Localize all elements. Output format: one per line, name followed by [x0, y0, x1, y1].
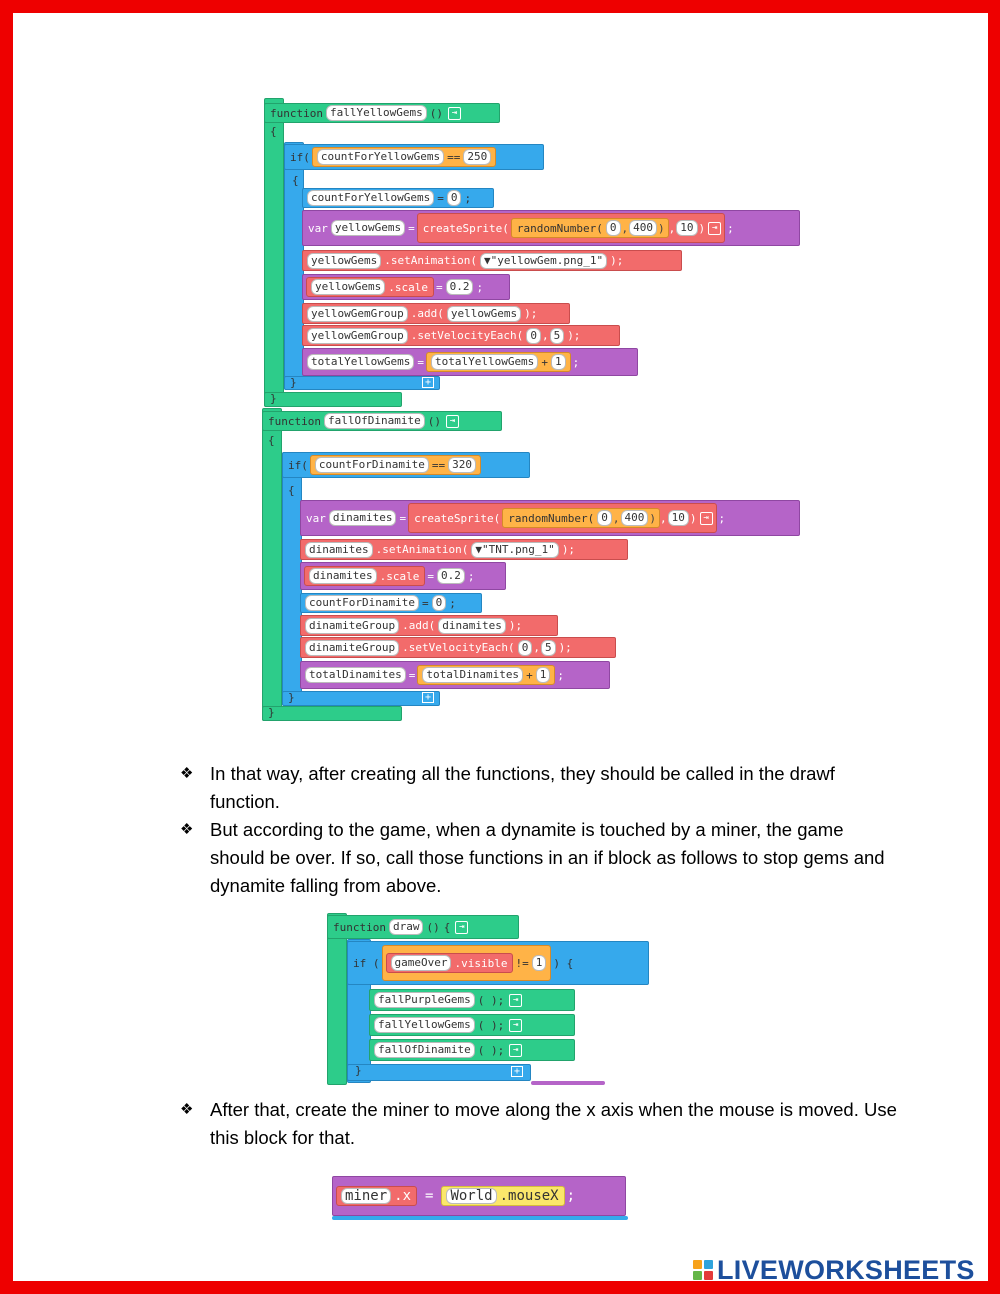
bullet-item: ❖ In that way, after creating all the functions, they should be called in the drawf function. [180, 763, 835, 812]
code-block-draw: function draw () { ⇥ if ( gameOver .visible != 1 ) { fallPurpleGems ( ); ⇥ fallYellowGems ( ); ⇥ fallOfDinamite ( ); ⇥ } + [327, 913, 651, 1085]
logo-square [704, 1260, 713, 1269]
logo-square [693, 1260, 702, 1269]
code-row: var dinamites = createSprite( randomNumber( 0 , 400 ) , 10 ) ⇥ ; [300, 500, 800, 536]
bullet-item: ❖ But according to the game, when a dynamite is touched by a miner, the game should be over. If so, call those functions in an if block as follows to stop gems and dynamite falling from above. [180, 819, 885, 896]
function-header: function fallYellowGems () ⇥ [264, 103, 500, 123]
arrow-icon[interactable]: ⇥ [700, 512, 713, 525]
add-icon[interactable]: + [511, 1066, 523, 1077]
call-fall-yellow-gems: fallYellowGems ( ); ⇥ [369, 1014, 575, 1036]
function-name[interactable]: fallYellowGems [326, 105, 427, 121]
code-row: var yellowGems = createSprite( randomNumber( 0 , 400 ) , 10 ) ⇥ ; [302, 210, 800, 246]
arrow-icon[interactable]: ⇥ [448, 107, 461, 120]
code-row: countForYellowGems = 0 ; [302, 188, 494, 208]
code-block-miner-x [332, 1174, 628, 1220]
arrow-icon[interactable]: ⇥ [455, 921, 468, 934]
code-block-fall-yellow-gems: function fallYellowGems () ⇥ { if( countForYellowGems == 250 { countForYellowGems = 0 ; var yellowGems = createSprite( randomNumber( 0 , 400 ) , 10 ) ⇥ ; yellowGems .setAnimation( ▼"yellowGem.png_1" ); yellowGems .scale = 0.2 ; yellowGemGroup .add( yellowGems ); yellowGemGroup .setVelocityEach( 0 , 5 ); totalYellowGems = totalYellowGems + 1 ; } + } [264, 98, 800, 410]
if-header: if ( gameOver .visible != 1 ) { [347, 941, 649, 985]
logo-text: LIVEWORKSHEETS [717, 1254, 975, 1285]
if-header: if( countForDinamite == 320 [282, 452, 530, 478]
logo-mark-icon [693, 1260, 713, 1280]
code-row: totalDinamites = totalDinamites + 1 ; [300, 661, 610, 689]
code-row: yellowGemGroup .setVelocityEach( 0 , 5 ); [302, 325, 620, 346]
instructions-top [180, 760, 900, 900]
arrow-icon[interactable]: ⇥ [509, 994, 522, 1007]
code-row: yellowGems .scale = 0.2 ; [302, 274, 510, 300]
code-row: yellowGems .setAnimation( ▼"yellowGem.png_1" ); [302, 250, 682, 271]
code-row: miner .x = World .mouseX ; [332, 1176, 626, 1216]
arrow-icon[interactable]: ⇥ [446, 415, 459, 428]
code-row: dinamiteGroup .add( dinamites ); [300, 615, 558, 636]
logo-square [704, 1271, 713, 1280]
function-header: function fallOfDinamite () ⇥ [262, 411, 502, 431]
liveworksheets-logo [693, 1256, 975, 1284]
arrow-icon[interactable]: ⇥ [708, 222, 721, 235]
arrow-icon[interactable]: ⇥ [509, 1019, 522, 1032]
code-row: countForDinamite = 0 ; [300, 593, 482, 613]
function-keyword: function [270, 106, 323, 120]
call-fall-purple-gems: fallPurpleGems ( ); ⇥ [369, 989, 575, 1011]
function-header: function draw () { ⇥ [327, 915, 519, 939]
instructions-bottom [180, 1096, 900, 1152]
add-icon[interactable]: + [422, 377, 434, 388]
arrow-icon[interactable]: ⇥ [509, 1044, 522, 1057]
code-block-fall-of-dinamite: function fallOfDinamite () ⇥ { if( countForDinamite == 320 { var dinamites = createSprite( randomNumber( 0 , 400 ) , 10 ) ⇥ ; dinamites .setAnimation( ▼"TNT.png_1" ); dinamites .scale = 0.2 ; countForDinamite = 0 ; dinamiteGroup .add( dinamites ); dinamiteGroup .setVelocityEach( 0 , 5 ); totalDinamites = totalDinamites + 1 ; } + } [262, 408, 802, 724]
code-row: dinamiteGroup .setVelocityEach( 0 , 5 ); [300, 637, 616, 658]
code-row: totalYellowGems = totalYellowGems + 1 ; [302, 348, 638, 376]
code-row: dinamites .scale = 0.2 ; [300, 562, 506, 590]
bullet-item: ❖ After that, create the miner to move along the x axis when the mouse is moved. Use this block for that. [180, 1099, 897, 1148]
call-fall-of-dinamite: fallOfDinamite ( ); ⇥ [369, 1039, 575, 1061]
code-row: yellowGemGroup .add( yellowGems ); [302, 303, 570, 324]
logo-square [693, 1271, 702, 1280]
code-row: dinamites .setAnimation( ▼"TNT.png_1" ); [300, 539, 628, 560]
add-icon[interactable]: + [422, 692, 434, 703]
if-header: if( countForYellowGems == 250 [284, 144, 544, 170]
